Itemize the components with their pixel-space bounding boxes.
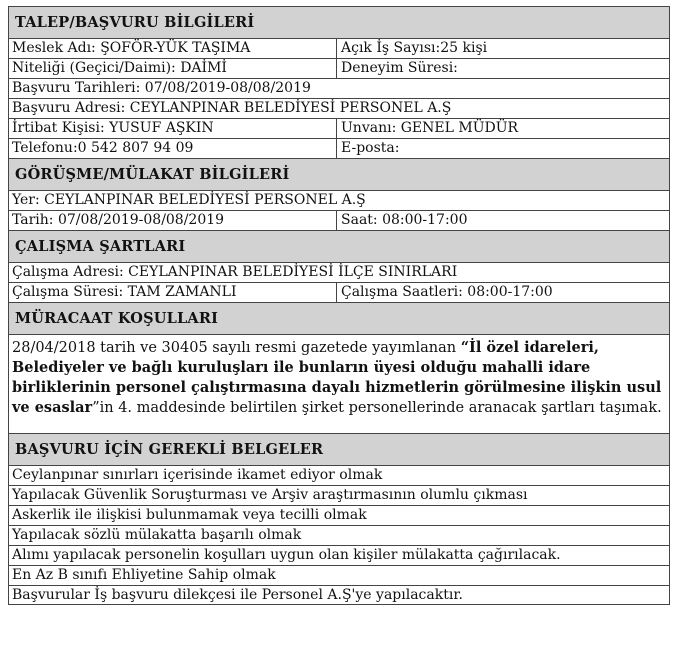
belge-item [8, 525, 670, 545]
belge-item [8, 545, 670, 565]
job-posting-form [8, 6, 670, 605]
belge-item [8, 585, 670, 605]
muracaat-text-bold: “İl özel idareleri, Belediyeler ve bağlı kuruluşları ile bunların üyesi olduğu mahalli idare birliklerinin personel çalıştırmasına dayalı hizmetlerin görülmesine ilişkin usul ve esaslar [12, 339, 662, 416]
row-calisma-sure [8, 282, 670, 302]
calisma-adres-field: Çalışma Adresi: CEYLANPINAR BELEDİYESİ İLÇE SINIRLARI [12, 264, 458, 280]
belge-item-text: Yapılacak sözlü mülakatta başarılı olmak [12, 527, 302, 543]
unvan-field: Unvanı: GENEL MÜDÜR [341, 120, 519, 136]
belge-item-text: Başvurular İş başvuru dilekçesi ile Personel A.Ş'ye yapılacaktır. [12, 587, 463, 603]
row-meslek [8, 38, 670, 58]
calisma-saatler-field: Çalışma Saatleri: 08:00-17:00 [341, 284, 553, 300]
telefon-field: Telefonu:0 542 807 94 09 [9, 139, 337, 158]
tarih-field: Tarih: 07/08/2019-08/08/2019 [9, 211, 337, 230]
belge-item-text: En Az B sınıfı Ehliyetine Sahip olmak [12, 567, 276, 583]
belge-item-text: Askerlik ile ilişkisi bulunmamak veya tecilli olmak [12, 507, 367, 523]
basvuru-adres-field: Başvuru Adresi: CEYLANPINAR BELEDİYESİ PERSONEL A.Ş [12, 100, 452, 116]
yer-field: Yer: CEYLANPINAR BELEDİYESİ PERSONEL A.Ş [12, 192, 366, 208]
section-header-gorusme: GÖRÜŞME/MÜLAKAT BİLGİLERİ [8, 158, 670, 190]
belge-item [8, 505, 670, 525]
row-nitelik [8, 58, 670, 78]
meslek-field: Meslek Adı: ŞOFÖR-YÜK TAŞIMA [9, 39, 337, 58]
belge-item [8, 485, 670, 505]
basvuru-tarih-field: Başvuru Tarihleri: 07/08/2019-08/08/2019 [12, 80, 311, 96]
row-basvuru-tarih [8, 78, 670, 98]
muracaat-text-after: ”in 4. maddesinde belirtilen şirket personellerinde aranacak şartları taşımak. [92, 400, 662, 416]
saat-field: Saat: 08:00-17:00 [341, 212, 468, 228]
belge-item-text: Ceylanpınar sınırları içerisinde ikamet ediyor olmak [12, 467, 383, 483]
section-header-belgeler: BAŞVURU İÇİN GEREKLİ BELGELER [8, 433, 670, 465]
row-yer [8, 190, 670, 210]
row-telefon [8, 138, 670, 158]
section-header-talep: TALEP/BAŞVURU BİLGİLERİ [8, 6, 670, 38]
nitelik-field: Niteliği (Geçici/Daimi): DAİMİ [9, 59, 337, 78]
belge-item [8, 465, 670, 485]
section-header-calisma: ÇALIŞMA ŞARTLARI [8, 230, 670, 262]
belge-item-text: Alımı yapılacak personelin koşulları uygun olan kişiler mülakatta çağırılacak. [12, 547, 561, 563]
muracaat-text-before: 28/04/2018 tarih ve 30405 sayılı resmi gazetede yayımlanan [12, 340, 461, 356]
belge-item-text: Yapılacak Güvenlik Soruşturması ve Arşiv araştırmasının olumlu çıkması [12, 487, 528, 503]
eposta-field: E-posta: [341, 140, 400, 156]
row-calisma-adres [8, 262, 670, 282]
muracaat-paragraph [8, 334, 670, 433]
irtibat-field: İrtibat Kişisi: YUSUF AŞKIN [9, 119, 337, 138]
belge-item [8, 565, 670, 585]
row-tarih [8, 210, 670, 230]
calisma-sure-field: Çalışma Süresi: TAM ZAMANLI [9, 283, 337, 302]
section-header-muracaat: MÜRACAAT KOŞULLARI [8, 302, 670, 334]
row-irtibat [8, 118, 670, 138]
deneyim-field: Deneyim Süresi: [341, 60, 458, 76]
acik-is-field: Açık İş Sayısı:25 kişi [341, 40, 488, 56]
row-basvuru-adres [8, 98, 670, 118]
